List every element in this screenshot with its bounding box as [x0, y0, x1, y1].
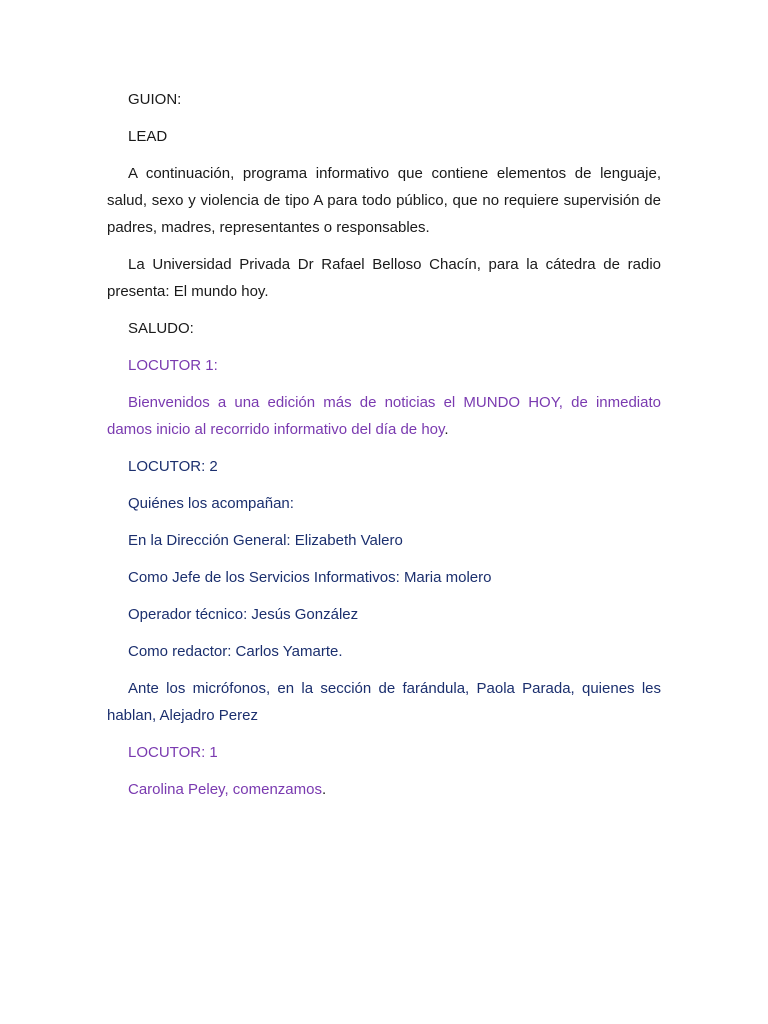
closing-period: .	[321, 781, 327, 798]
jefe-line: Como Jefe de los Servicios Informativos: Maria molero	[128, 569, 492, 586]
presenta-paragraph: La Universidad Privada Dr Rafael Belloso Chacín, para la cátedra de radio presenta: El mundo hoy.	[107, 256, 661, 300]
closing-text: Carolina Peley, comenzamos	[128, 781, 322, 798]
saludo-heading: SALUDO:	[128, 320, 194, 337]
intro-paragraph: A continuación, programa informativo que contiene elementos de lenguaje, salud, sexo y violencia de tipo A para todo público, que no requiere supervisión de padres, madres, representantes o responsables.	[107, 165, 661, 236]
locutor1-period: .	[444, 421, 449, 438]
locutor1b-heading: LOCUTOR: 1	[128, 744, 218, 761]
locutor1-text: Bienvenidos a una edición más de noticias el MUNDO HOY, de inmediato damos inicio al recorrido informativo del día de hoy	[107, 394, 661, 438]
acompanan-line: Quiénes los acompañan:	[128, 495, 294, 512]
locutor1-paragraph	[107, 389, 661, 443]
redactor-line: Como redactor: Carlos Yamarte.	[128, 643, 343, 660]
locutor1-heading: LOCUTOR 1:	[128, 357, 218, 374]
microfonos-paragraph: Ante los micrófonos, en la sección de farándula, Paola Parada, quienes les hablan, Alejadro Perez	[107, 680, 661, 724]
operador-line: Operador técnico: Jesús González	[128, 606, 359, 623]
lead-heading: LEAD	[128, 128, 168, 145]
direccion-line: En la Dirección General: Elizabeth Valero	[128, 532, 403, 549]
guion-heading: GUION:	[128, 91, 182, 108]
locutor2-heading: LOCUTOR: 2	[128, 458, 218, 475]
closing-paragraph	[107, 776, 661, 803]
document-page	[107, 86, 661, 813]
